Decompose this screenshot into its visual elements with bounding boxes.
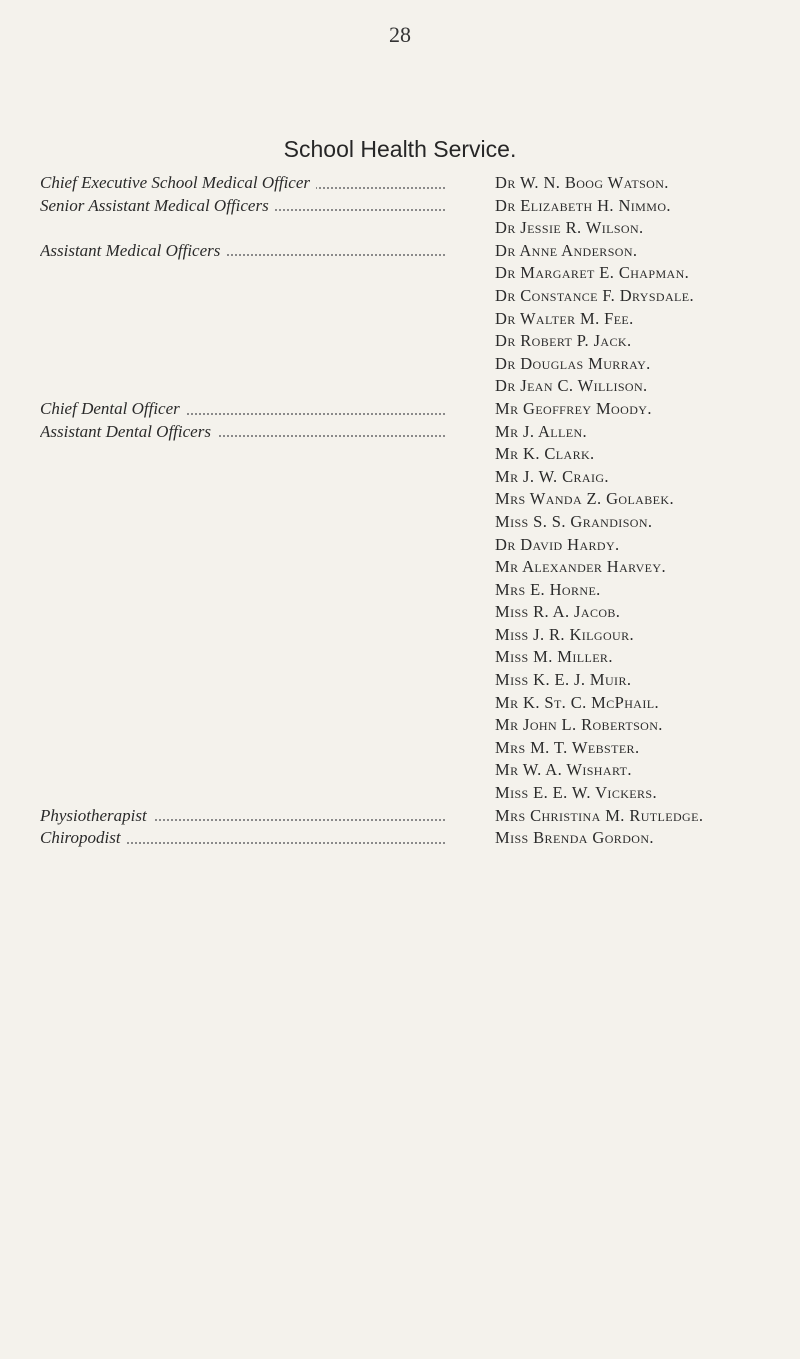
role-title [40, 421, 495, 444]
role-title [40, 172, 495, 195]
staff-names [495, 172, 800, 195]
staff-name: Dr Robert P. Jack. [495, 331, 632, 351]
role-title [40, 805, 495, 828]
role-title-text: Chief Executive School Medical Officer [40, 173, 316, 192]
staff-name: Dr Margaret E. Chapman. [495, 263, 690, 283]
roster-entry [40, 240, 800, 398]
page-title: School Health Service. [283, 136, 517, 162]
staff-name: Mrs Christina M. Rutledge. [495, 805, 704, 825]
staff-name: Mr J. Allen. [495, 421, 588, 441]
staff-name: Miss S. S. Grandison. [495, 511, 653, 531]
staff-name: Dr Anne Anderson. [495, 240, 638, 260]
staff-name: Miss R. A. Jacob. [495, 602, 621, 622]
role-title-text: Assistant Dental Officers [40, 422, 217, 441]
staff-name: Miss M. Miller. [495, 647, 613, 667]
staff-names [495, 827, 800, 850]
staff-name: Dr Jessie R. Wilson. [495, 218, 644, 238]
staff-name: Mrs Wanda Z. Golabek. [495, 489, 674, 509]
staff-name: Mr K. Clark. [495, 444, 595, 464]
role-title [40, 240, 495, 263]
staff-name: Miss J. R. Kilgour. [495, 624, 635, 644]
staff-names [495, 398, 800, 421]
staff-name: Dr Walter M. Fee. [495, 308, 634, 328]
staff-name: Dr Jean C. Willison. [495, 376, 648, 396]
roster-entry [40, 421, 800, 805]
staff-name: Dr David Hardy. [495, 534, 620, 554]
staff-names [495, 195, 800, 240]
roster-entry [40, 398, 800, 421]
role-title-text: Assistant Medical Officers [40, 241, 226, 260]
staff-name: Mr J. W. Craig. [495, 466, 609, 486]
staff-roster [40, 172, 800, 850]
staff-name: Miss E. E. W. Vickers. [495, 783, 658, 803]
staff-name: Miss K. E. J. Muir. [495, 670, 632, 690]
roster-entry [40, 172, 800, 195]
staff-name: Dr Douglas Murray. [495, 353, 651, 373]
staff-name: Dr Constance F. Drysdale. [495, 285, 695, 305]
role-title-text: Chief Dental Officer [40, 399, 186, 418]
staff-name: Dr W. N. Boog Watson. [495, 173, 669, 192]
staff-name: Mr John L. Robertson. [495, 715, 663, 735]
role-title-text: Chiropodist [40, 828, 127, 847]
staff-name: Mrs M. T. Webster. [495, 737, 640, 757]
staff-name: Mr Geoffrey Moody. [495, 398, 652, 418]
staff-name: Mr K. St. C. McPhail. [495, 692, 660, 712]
role-title [40, 827, 495, 850]
role-title [40, 398, 495, 421]
staff-name: Mr Alexander Harvey. [495, 557, 667, 577]
staff-name: Mr W. A. Wishart. [495, 760, 632, 780]
staff-names [495, 240, 800, 398]
staff-name: Miss Brenda Gordon. [495, 828, 654, 848]
role-title-text: Physiotherapist [40, 806, 153, 825]
roster-entry [40, 195, 800, 240]
role-title-text: Senior Assistant Medical Officers [40, 196, 275, 215]
staff-names [495, 805, 800, 828]
staff-names [495, 421, 800, 805]
page-number: 28 [389, 22, 411, 47]
staff-name: Dr Elizabeth H. Nimmo. [495, 195, 671, 215]
roster-entry [40, 805, 800, 828]
roster-entry [40, 827, 800, 850]
role-title [40, 195, 495, 218]
staff-name: Mrs E. Horne. [495, 579, 601, 599]
